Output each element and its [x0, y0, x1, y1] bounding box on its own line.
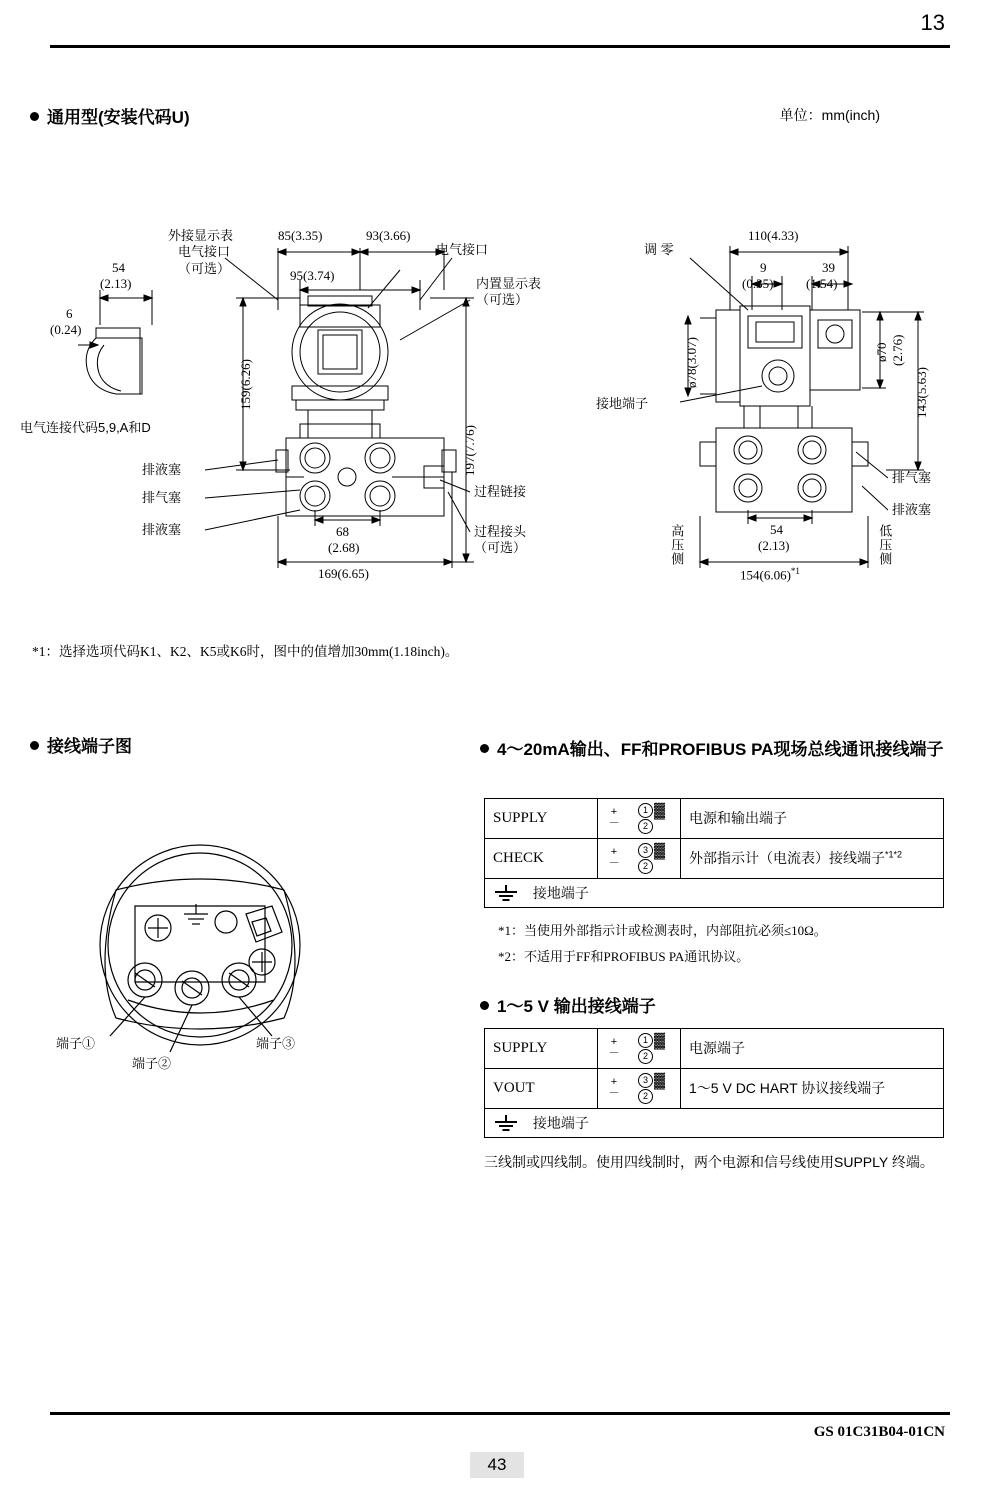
terminal-block-diagram	[40, 840, 420, 1090]
bullet-icon-2	[30, 741, 39, 750]
dim-54-right: 54	[770, 522, 783, 537]
dia-78: ø78(3.07)	[684, 337, 699, 388]
terminal-circle: 2	[638, 819, 653, 834]
section3-heading-text: 4～20mA输出、FF和PROFIBUS PA现场总线通讯接线端子	[497, 740, 944, 759]
polarity-minus: －	[608, 857, 620, 870]
table-row	[485, 878, 944, 907]
footer-document-code: GS 01C31B04-01CN	[813, 1424, 945, 1440]
label-electrical-port: 电气接口	[436, 242, 489, 257]
unit-note: 单位：mm(inch)	[779, 107, 880, 123]
section-heading-4-20ma	[480, 738, 950, 763]
table-row	[485, 1029, 944, 1069]
table-row	[485, 838, 944, 878]
dim-143: 143(5.63)	[914, 367, 929, 418]
bullet-icon-4	[480, 1001, 489, 1010]
ground-terminal-label: 接地端子	[532, 884, 589, 901]
cell-terminal-name: VOUT	[485, 1068, 598, 1108]
section3-footnote-1: *1：当使用外部指示计或检测表时，内部阻抗必须≤10Ω。	[498, 923, 827, 938]
label-terminal-1: 端子①	[56, 1036, 96, 1051]
bracket-icon: ▓	[654, 1071, 665, 1089]
terminal-block-svg	[40, 840, 420, 1090]
section-heading-1-5v	[480, 992, 656, 1017]
header-rule	[50, 45, 950, 48]
cell-ground-terminal	[485, 1108, 944, 1137]
section-heading-general-type	[30, 103, 190, 128]
section2-heading-text: 接线端子图	[47, 737, 132, 756]
table-row	[485, 1068, 944, 1108]
section-heading-terminal-diagram	[30, 732, 132, 757]
dim-85: 85(3.35)	[278, 228, 323, 243]
dia-70b: (2.76)	[890, 334, 905, 366]
section1-footnote: *1：选择选项代码K1、K2、K5或K6时，图中的值增加30mm(1.18inch)。	[32, 644, 459, 659]
dim-024: (0.24)	[50, 322, 82, 337]
table-row	[485, 1108, 944, 1137]
dim-159: 159(6.26)	[238, 359, 253, 410]
label-low-side: 低压侧	[877, 524, 893, 566]
cell-terminal-name: CHECK	[485, 838, 598, 878]
section4-heading-text: 1～5 V 输出接线端子	[497, 997, 656, 1016]
label-terminal-3: 端子③	[256, 1036, 296, 1051]
table-1-5v-terminals	[484, 1028, 944, 1138]
cell-terminal-name: SUPPLY	[485, 1029, 598, 1069]
cell-terminal-numbers	[630, 799, 681, 839]
dim-035: (0.35)	[742, 276, 774, 291]
cell-description: 电源和输出端子	[681, 799, 944, 839]
label-builtin-display: 内置显示表 （可选）	[476, 276, 542, 308]
page-number-top: 13	[920, 10, 945, 35]
bracket-icon: ▓	[654, 802, 665, 819]
label-high-side: 高压侧	[669, 524, 685, 566]
table-4-20ma-terminals	[484, 798, 944, 908]
dim-93: 93(3.66)	[366, 228, 411, 243]
cell-polarity	[598, 799, 631, 839]
section3-footnote-2: *2：不适用于FF和PROFIBUS PA通讯协议。	[498, 949, 750, 964]
polarity-plus: +	[610, 1076, 618, 1089]
section4-note: 三线制或四线制。使用四线制时，两个电源和信号线使用SUPPLY 终端。	[484, 1154, 934, 1170]
label-ground-terminal: 接地端子	[596, 396, 649, 411]
cell-description-text: 外部指示计（电流表）接线端子	[689, 850, 885, 867]
ground-icon	[493, 885, 519, 901]
label-vent-plug-1: 排气塞	[142, 490, 182, 505]
dim-39: 39	[822, 260, 835, 275]
terminal-circle: 1	[638, 803, 653, 818]
cell-description: 1～5 V DC HART 协议接线端子	[681, 1068, 944, 1108]
label-process-link: 过程链接	[474, 484, 527, 499]
cell-polarity	[598, 1029, 631, 1069]
dim-54-left: 54	[112, 260, 125, 275]
terminal-circle: 3	[638, 843, 653, 858]
footer-rule	[50, 1412, 950, 1415]
cell-terminal-numbers	[630, 1068, 681, 1108]
label-drain-plug-1: 排液塞	[142, 462, 182, 477]
dim-6: 6	[66, 306, 73, 321]
polarity-plus: +	[610, 1036, 618, 1049]
bullet-icon	[30, 112, 39, 121]
table-row	[485, 799, 944, 839]
cell-terminal-numbers	[630, 1029, 681, 1069]
bracket-icon: ▓	[654, 1032, 665, 1049]
cell-terminal-name: SUPPLY	[485, 799, 598, 839]
cell-polarity	[598, 838, 631, 878]
polarity-minus: －	[608, 1047, 620, 1060]
polarity-plus: +	[610, 846, 618, 859]
page-number-bottom: 43	[470, 1452, 524, 1478]
dim-154b: (1.54)	[806, 276, 838, 291]
label-elec-conn-code: 电气连接代码5,9,A和D	[20, 420, 151, 435]
dim-268: (2.68)	[328, 540, 360, 555]
label-drain-plug-2: 排液塞	[142, 522, 182, 537]
terminal-circle: 2	[638, 1089, 653, 1104]
dim-154: $154(6.06)^{*1}$	[740, 566, 800, 583]
cell-ground-terminal	[485, 878, 944, 907]
cell-polarity	[598, 1068, 631, 1108]
dim-169: 169(6.65)	[318, 566, 369, 581]
dim-110: 110(4.33)	[748, 228, 799, 243]
section1-heading-text: 通用型(安装代码U)	[47, 108, 190, 127]
terminal-circle: 2	[638, 1049, 653, 1064]
polarity-minus: －	[608, 817, 620, 830]
dim-68: 68	[336, 524, 349, 539]
bracket-icon: ▓	[654, 841, 665, 859]
polarity-minus: －	[608, 1087, 620, 1100]
terminal-circle: 1	[638, 1033, 653, 1048]
label-terminal-2: 端子②	[132, 1056, 172, 1071]
cell-description-superscript: *1*2	[885, 849, 903, 860]
polarity-plus: +	[610, 806, 618, 819]
terminal-circle: 3	[638, 1073, 653, 1088]
ground-icon	[493, 1115, 519, 1131]
dia-70: ø70	[874, 342, 889, 362]
dimension-drawing	[0, 180, 1000, 600]
ground-terminal-label: 接地端子	[532, 1114, 589, 1131]
dim-197: 197(7.76)	[462, 425, 477, 476]
dim-9: 9	[760, 260, 767, 275]
cell-description: 电源端子	[681, 1029, 944, 1069]
terminal-circle: 2	[638, 859, 653, 874]
dim-154-superscript: *1	[790, 566, 800, 576]
label-external-display: 外接显示表 电气接口 （可选）	[168, 228, 234, 276]
label-process-joint: 过程接头 （可选）	[474, 524, 527, 556]
label-zero-adjust: 调 零	[644, 242, 674, 257]
label-drain-plug-3: 排液塞	[892, 502, 932, 517]
cell-terminal-numbers	[630, 838, 681, 878]
cell-description	[681, 838, 944, 878]
bullet-icon-3	[480, 744, 489, 753]
dim-95: 95(3.74)	[290, 268, 335, 283]
dim-213-right: (2.13)	[758, 538, 790, 553]
label-vent-plug-2: 排气塞	[892, 470, 932, 485]
dim-213-left: (2.13)	[100, 276, 132, 291]
